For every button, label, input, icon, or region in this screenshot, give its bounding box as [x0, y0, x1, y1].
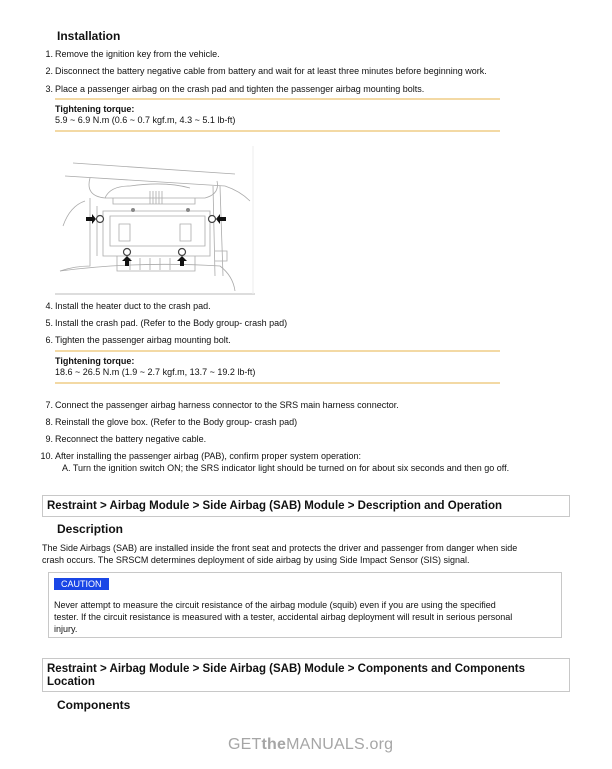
- description-heading: Description: [57, 522, 124, 536]
- torque-title: Tightening torque:: [55, 356, 135, 366]
- caution-box: [48, 572, 562, 638]
- section-breadcrumb: Restraint > Airbag Module > Side Airbag (SAB) Module > Description and Operation: [42, 495, 570, 517]
- step-3: 3. Place a passenger airbag on the crash pad and tighten the passenger airbag mounting bolts.: [45, 84, 425, 94]
- section-breadcrumb: Restraint > Airbag Module > Side Airbag (SAB) Module > Components and Components Location: [42, 658, 570, 692]
- step-2: 2. Disconnect the battery negative cable from battery and wait for at least three minutes before beginning work.: [45, 66, 487, 76]
- caution-badge: CAUTION: [54, 578, 109, 590]
- description-paragraph: The Side Airbags (SAB) are installed inside the front seat and protects the driver and passenger from danger when side crash occurs. The SRSCM determines deployment of side airbag by using Side Impact Sensor (SIS) signal.: [42, 543, 518, 565]
- passenger-airbag-mounting-bolts-diagram-icon: [55, 146, 255, 296]
- substep-a: A. Turn the ignition switch ON; the SRS indicator light should be turned on for about six seconds and then go off.: [62, 463, 510, 473]
- step-6: 6. Tighten the passenger airbag mounting bolt.: [45, 335, 231, 345]
- airbag-mounting-diagram: [55, 146, 255, 296]
- torque-value: 5.9 ~ 6.9 N.m (0.6 ~ 0.7 kgf.m, 4.3 ~ 5.1 lb-ft): [55, 115, 236, 125]
- torque-spec-box: [55, 98, 500, 132]
- step-10: 10. After installing the passenger airbag (PAB), confirm proper system operation:: [40, 451, 361, 461]
- torque-title: Tightening torque:: [55, 104, 135, 114]
- step-8: 8. Reinstall the glove box. (Refer to the Body group- crash pad): [45, 417, 298, 427]
- step-1: 1. Remove the ignition key from the vehicle.: [45, 49, 220, 59]
- caution-text: Never attempt to measure the circuit resistance of the airbag module (squib) even if you are using the specified tester. If the circuit resistance is measured with a tester, accidental airbag deployment will result in serious personal injury.: [54, 600, 513, 634]
- installation-heading: Installation: [57, 29, 121, 43]
- step-5: 5. Install the crash pad. (Refer to the Body group- crash pad): [45, 318, 288, 328]
- components-heading: Components: [57, 698, 131, 712]
- torque-value: 18.6 ~ 26.5 N.m (1.9 ~ 2.7 kgf.m, 13.7 ~ 19.2 lb-ft): [55, 367, 256, 377]
- step-4: 4. Install the heater duct to the crash pad.: [45, 301, 211, 311]
- step-7: 7. Connect the passenger airbag harness connector to the SRS main harness connector.: [45, 400, 399, 410]
- watermark: GETtheMANUALS.org: [228, 736, 394, 753]
- torque-spec-box: [55, 350, 500, 384]
- step-9: 9. Reconnect the battery negative cable.: [45, 434, 207, 444]
